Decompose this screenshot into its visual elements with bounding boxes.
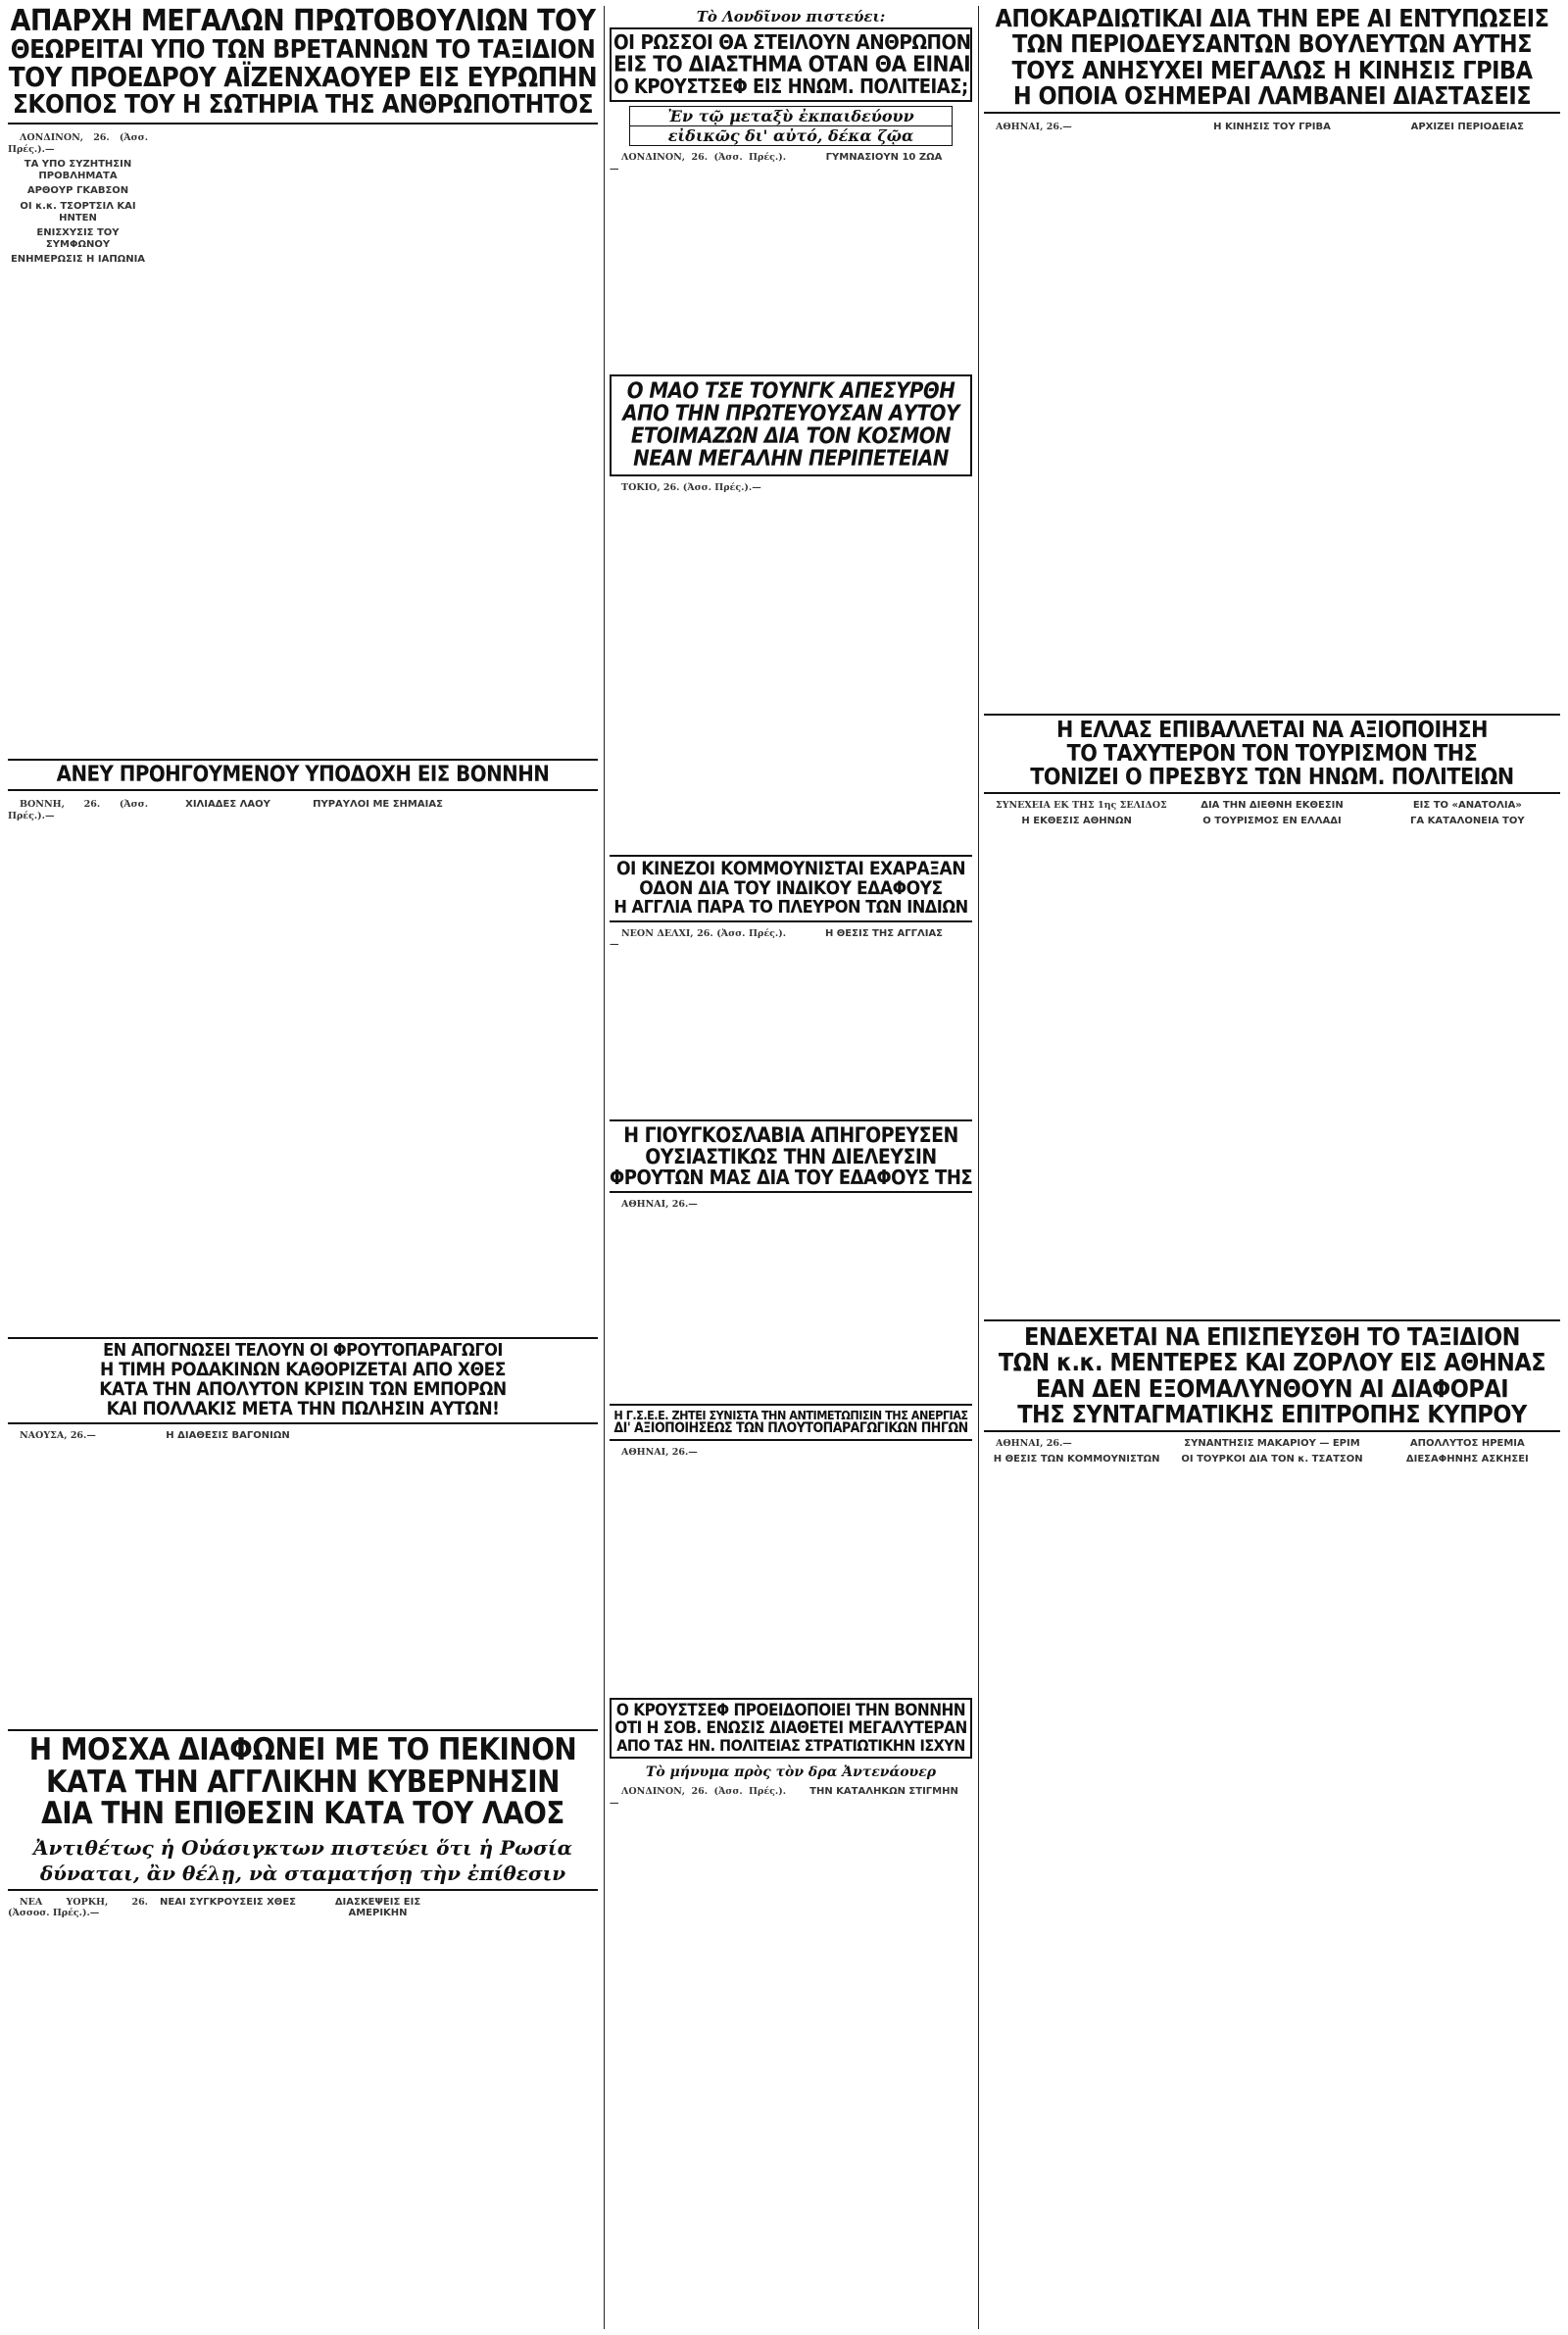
headline-line: Η ΓΙΟΥΓΚΟΣΛΑΒΙΑ ΑΠΗΓΟΡΕΥΣΕΝ (610, 1119, 972, 1146)
article-eisenhower-trip (8, 6, 598, 751)
dateline: ΝΕΟΝ ΔΕΛΧΙ, 26. (Ἀσσ. Πρές.).— (610, 927, 786, 951)
headline-line: Η ΜΟΣΧΑ ΔΙΑΦΩΝΕΙ ΜΕ ΤΟ ΠΕΚΙΝΟΝ (8, 1729, 598, 1766)
article-body (610, 152, 972, 299)
article-menderes-trip (984, 1319, 1560, 2329)
article-fruit-producers (8, 1337, 598, 1719)
headline-line: Ο ΚΡΟΥΣΤΣΕΦ ΕΙΣ ΗΝΩΜ. ΠΟΛΙΤΕΙΑΣ; (613, 75, 968, 99)
headline-line: Η Γ.Σ.Ε.Ε. ΖΗΤΕΙ ΣΥΝΙΣΤΑ ΤΗΝ ΑΝΤΙΜΕΤΩΠΙΣΙΝ ΤΗΣ ΑΝΕΡΓΙΑΣ (610, 1404, 972, 1421)
subhead: ΠΥΡΑΥΛΟΙ ΜΕ ΣΗΜΑΙΑΣ (313, 799, 443, 811)
article-body (8, 1897, 598, 2309)
subhead: ΤΑ ΥΠΟ ΣΥΖΗΤΗΣΙΝ ΠΡΟΒΛΗΜΑΤΑ (24, 159, 132, 181)
column-divider (604, 6, 605, 2329)
dateline: ΛΟΝΔΙΝΟΝ, 26. (Ἀσσ. Πρές.).— (610, 152, 786, 174)
headline-line: ΤΟΝΙΖΕΙ Ο ΠΡΕΣΒΥΣ ΤΩΝ ΗΝΩΜ. ΠΟΛΙΤΕΙΩΝ (984, 766, 1560, 794)
headline-line: Ο ΜΑΟ ΤΣΕ ΤΟΥΝΓΚ ΑΠΕΣΥΡΘΗ (626, 379, 956, 404)
subhead: Ο ΤΟΥΡΙΣΜΟΣ ΕΝ ΕΛΛΑΔΙ (1202, 816, 1342, 827)
newspaper-page (8, 6, 1560, 2329)
subhead: Η ΘΕΣΙΣ ΤΗΣ ΑΓΓΛΙΑΣ (824, 927, 944, 939)
headline-line: ΑΠΟ ΤΗΝ ΠΡΩΤΕΥΟΥΣΑΝ ΑΥΤΟΥ (622, 402, 959, 427)
article-khrushchev-bonn (610, 1698, 972, 2329)
article-body (984, 122, 1560, 671)
dateline: ΑΘΗΝΑΙ, 26.— (996, 1438, 1072, 1449)
headline-line: ΚΑΤΑ ΤΗΝ ΑΓΓΛΙΚΗΝ ΚΥΒΕΡΝΗΣΙΝ (45, 1764, 560, 1800)
headline-line: ΘΕΩΡΕΙΤΑΙ ΥΠΟ ΤΩΝ ΒΡΕΤΑΝΝΩΝ ΤΟ ΤΑΞΙΔΙΟΝ (10, 34, 596, 65)
dateline: ΣΥΝΕΧΕΙΑ ΕΚ ΤΗΣ 1ης ΣΕΛΙΔΟΣ (996, 800, 1167, 812)
headline-line: ΕΤΟΙΜΑΖΩΝ ΔΙΑ ΤΟΝ ΚΟΣΜΟΝ (630, 424, 952, 450)
article-body (610, 1447, 972, 1663)
article-russians-space (610, 6, 972, 359)
headline-line: ΤΩΝ κ.κ. ΜΕΝΤΕΡΕΣ ΚΑΙ ΖΟΡΛΟΥ ΕΙΣ ΑΘΗΝΑΣ (998, 1348, 1546, 1377)
headline-line: ΑΠΑΡΧΗ ΜΕΓΑΛΩΝ ΠΡΩΤΟΒΟΥΛΙΩΝ ΤΟΥ (10, 6, 596, 38)
subhead: ΝΕΑΙ ΣΥΓΚΡΟΥΣΕΙΣ ΧΘΕΣ (160, 1896, 296, 1908)
headline-line: ΟΤΙ Η ΣΟΒ. ΕΝΩΣΙΣ ΔΙΑΘΕΤΕΙ ΜΕΓΑΛΥΤΕΡΑΝ (614, 1717, 967, 1738)
subhead: ΑΡΧΙΖΕΙ ΠΕΡΙΟΔΕΙΑΣ (1410, 122, 1525, 132)
headline-line: ΤΟΥ ΠΡΟΕΔΡΟΥ ΑΪΖΕΝΧΑΟΥΕΡ ΕΙΣ ΕΥΡΩΠΗΝ (8, 61, 598, 93)
headline-line: Ο ΚΡΟΥΣΤΣΕΦ ΠΡΟΕΙΔΟΠΟΙΕΙ ΤΗΝ ΒΟΝΝΗΝ (615, 1701, 966, 1720)
subhead: ΕΝΗΜΕΡΩΣΙΣ Η ΙΑΠΩΝΙΑ (10, 254, 146, 266)
article-chinese-road (610, 855, 972, 1110)
headline-line: ΟΥΣΙΑΣΤΙΚΩΣ ΤΗΝ ΔΙΕΛΕΥΣΙΝ (645, 1145, 937, 1169)
headline: ΑΝΕΥ ΠΡΟΗΓΟΥΜΕΝΟΥ ΥΠΟΔΟΧΗ ΕΙΣ ΒΟΝΝΗΝ (8, 759, 598, 791)
subhead: ΔΙΑΣΚΕΨΕΙΣ ΕΙΣ ΑΜΕΡΙΚΗΝ (334, 1896, 421, 1919)
kicker: Τὸ Λονδῖνον πιστεύει: (696, 8, 886, 25)
headline-line: ΑΠΟ ΤΑΣ ΗΝ. ΠΟΛΙΤΕΙΑΣ ΣΤΡΑΤΙΩΤΙΚΗΝ ΙΣΧΥΝ (616, 1735, 965, 1755)
deck-line: Ἐν τῷ μεταξὺ ἐκπαιδεύουν (629, 106, 953, 126)
article-mao (610, 374, 972, 845)
headline-line: ΣΚΟΠΟΣ ΤΟΥ Η ΣΩΤΗΡΙΑ ΤΗΣ ΑΝΘΡΩΠΟΤΗΤΟΣ (8, 92, 598, 124)
subhead: Η ΚΙΝΗΣΙΣ ΤΟΥ ΓΡΙΒΑ (1213, 122, 1331, 132)
headline-line: Η ΟΠΟΙΑ ΟΣΗΜΕΡΑΙ ΛΑΜΒΑΝΕΙ ΔΙΑΣΤΑΣΕΙΣ (984, 83, 1560, 114)
headline-line: Η ΑΓΓΛΙΑ ΠΑΡΑ ΤΟ ΠΛΕΥΡΟΝ ΤΩΝ ΙΝΔΙΩΝ (610, 899, 972, 922)
headline-line: ΔΙΑ ΤΗΝ ΕΠΙΘΕΣΙΝ ΚΑΤΑ ΤΟΥ ΛΑΟΣ (41, 1796, 564, 1832)
dateline: ΒΟΝΝΗ, 26. (Ἀσσ. Πρές.).— (8, 799, 148, 821)
dateline: ΛΟΝΔΙΝΟΝ, 26. (Ἀσσ. Πρές.).— (610, 1786, 786, 1810)
dateline: ΝΕΑ ΥΟΡΚΗ, 26. (Ἀσσοσ. Πρές.).— (8, 1896, 148, 1919)
headline-line: ΤΟ ΤΑΧΥΤΕΡΟΝ ΤΟΝ ΤΟΥΡΙΣΜΟΝ ΤΗΣ (1066, 741, 1478, 768)
headline-line: ΟΙ ΚΙΝΕΖΟΙ ΚΟΜΜΟΥΝΙΣΤΑΙ ΕΧΑΡΑΞΑΝ (610, 855, 972, 879)
headline-line: ΦΡΟΥΤΩΝ ΜΑΣ ΔΙΑ ΤΟΥ ΕΔΑΦΟΥΣ ΤΗΣ (610, 1168, 972, 1193)
headline-line: ΚΑΙ ΠΟΛΛΑΚΙΣ ΜΕΤΑ ΤΗΝ ΠΩΛΗΣΙΝ ΑΥΤΩΝ! (8, 1400, 598, 1424)
headline-line: ΑΠΟΚΑΡΔΙΩΤΙΚΑΙ ΔΙΑ ΤΗΝ ΕΡΕ ΑΙ ΕΝΤΥΠΩΣΕΙΣ (995, 6, 1549, 32)
headline-box (610, 374, 972, 476)
article-ere-impressions (984, 6, 1560, 704)
subhead: ΧΙΛΙΑΔΕΣ ΛΑΟΥ (185, 799, 270, 811)
headline-line: ΤΟΥΣ ΑΝΗΣΥΧΕΙ ΜΕΓΑΛΩΣ Η ΚΙΝΗΣΙΣ ΓΡΙΒΑ (1011, 55, 1533, 84)
headline-line: ΔΙ' ΑΞΙΟΠΟΙΗΣΕΩΣ ΤΩΝ ΠΛΟΥΤΟΠΑΡΑΓΩΓΙΚΩΝ ΠΗΓΩΝ (610, 1421, 972, 1441)
subhead: Η ΔΙΑΘΕΣΙΣ ΒΑΓΟΝΙΩΝ (166, 1429, 290, 1441)
headline-line: ΤΩΝ ΠΕΡΙΟΔΕΥΣΑΝΤΩΝ ΒΟΥΛΕΥΤΩΝ ΑΥΤΗΣ (1012, 29, 1532, 59)
headline-line: ΕΙΣ ΤΟ ΔΙΑΣΤΗΜΑ ΟΤΑΝ ΘΑ ΕΙΝΑΙ (613, 51, 971, 77)
article-body (610, 1199, 972, 1366)
subhead: ΓΑ ΚΑΤΑΛΟΝΕΙΑ ΤΟΥ (1410, 816, 1525, 827)
dateline: ΑΘΗΝΑΙ, 26.— (621, 1199, 698, 1211)
subhead: ΓΥΜΝΑΣΙΟΥΝ 10 ΖΩΑ (825, 152, 943, 164)
headline-line: ΕΝΔΕΧΕΤΑΙ ΝΑ ΕΠΙΣΠΕΥΣΘΗ ΤΟ ΤΑΞΙΔΙΟΝ (984, 1319, 1560, 1350)
article-tourism (984, 714, 1560, 1310)
subhead: ΟΙ κ.κ. ΤΣΟΡΤΣΙΛ ΚΑΙ ΗΝΤΕΝ (20, 200, 136, 224)
article-body (610, 928, 972, 1075)
article-moscow-peking (8, 1729, 598, 2329)
article-body (8, 132, 598, 720)
dateline: ΤΟΚΙΟ, 26. (Ἀσσ. Πρές.).— (621, 482, 761, 494)
headline-box (610, 27, 972, 102)
headline-line: Η ΕΛΛΑΣ ΕΠΙΒΑΛΛΕΤΑΙ ΝΑ ΑΞΙΟΠΟΙΗΣΗ (984, 714, 1560, 742)
deck-line: Ἀντιθέτως ἡ Οὐάσιγκτων πιστεύει ὅτι ἡ Ρωσία (32, 1835, 572, 1860)
headline-line: ΕΝ ΑΠΟΓΝΩΣΕΙ ΤΕΛΟΥΝ ΟΙ ΦΡΟΥΤΟΠΑΡΑΓΩΓΟΙ (8, 1337, 598, 1361)
article-body (610, 1786, 972, 2306)
headline-line: ΝΕΑΝ ΜΕΓΑΛΗΝ ΠΕΡΙΠΕΤΕΙΑΝ (633, 447, 949, 472)
subhead: ΕΙΣ ΤΟ «ΑΝΑΤΟΛΙΑ» (1412, 800, 1522, 812)
headline-line: ΟΔΟΝ ΔΙΑ ΤΟΥ ΙΝΔΙΚΟΥ ΕΔΑΦΟΥΣ (639, 876, 943, 899)
headline-line: ΟΙ ΡΩΣΣΟΙ ΘΑ ΣΤΕΙΛΟΥΝ ΑΝΘΡΩΠΟΝ (613, 30, 971, 54)
headline-line: ΕΑΝ ΔΕΝ ΕΞΟΜΑΛΥΝΘΟΥΝ ΑΙ ΔΙΑΦΟΡΑΙ (1035, 1373, 1509, 1403)
article-yugoslavia-fruit (610, 1119, 972, 1394)
headline-line: Η ΤΙΜΗ ΡΟΔΑΚΙΝΩΝ ΚΑΘΟΡΙΖΕΤΑΙ ΑΠΟ ΧΘΕΣ (99, 1358, 506, 1380)
subhead: ΑΠΟΛΛΥΤΟΣ ΗΡΕΜΙΑ (1409, 1438, 1525, 1449)
headline-box (610, 1698, 972, 1759)
subhead: ΔΙΑ ΤΗΝ ΔΙΕΘΝΗ ΕΚΘΕΣΙΝ (1200, 800, 1344, 812)
subhead: Η ΕΚΘΕΣΙΣ ΑΘΗΝΩΝ (1021, 816, 1132, 827)
deck-line: δύναται, ἂν θέλῃ, νὰ σταματήσῃ τὴν ἐπίθεσιν (8, 1862, 598, 1891)
subhead: ΑΡΘΟΥΡ ΓΚΑΒΣΟΝ (26, 185, 129, 197)
subhead: ΟΙ ΤΟΥΡΚΟΙ ΔΙΑ ΤΟΝ κ. ΤΣΑΤΣΟΝ (1181, 1453, 1363, 1465)
subhead: Η ΘΕΣΙΣ ΤΩΝ ΚΟΜΜΟΥΝΙΣΤΩΝ (993, 1453, 1160, 1465)
dateline: ΛΟΝΔΙΝΟΝ, 26. (Ἀσσ. Πρές.).— (8, 131, 148, 155)
article-body (8, 799, 598, 1299)
subhead: ΣΥΝΑΝΤΗΣΙΣ ΜΑΚΑΡΙΟΥ — ΕΡΙΜ (1184, 1438, 1360, 1449)
subhead: ΕΝΙΣΧΥΣΙΣ ΤΟΥ ΣΥΜΦΩΝΟΥ (36, 227, 120, 250)
column-divider (978, 6, 979, 2329)
dateline: ΝΑΟΥΣΑ, 26.— (20, 1429, 96, 1441)
headline-line: ΤΗΣ ΣΥΝΤΑΓΜΑΤΙΚΗΣ ΕΠΙΤΡΟΠΗΣ ΚΥΠΡΟΥ (984, 1402, 1560, 1432)
article-body (984, 1438, 1560, 2301)
article-body (610, 482, 972, 806)
article-body (8, 1430, 598, 1695)
article-body (984, 800, 1560, 1290)
deck: Τὸ μήνυμα πρὸς τὸν δρα Ἀντενάουερ (645, 1764, 937, 1781)
headline-line: ΚΑΤΑ ΤΗΝ ΑΠΟΛΥΤΟΝ ΚΡΙΣΙΝ ΤΩΝ ΕΜΠΟΡΩΝ (99, 1377, 507, 1400)
article-gsee-unemployment (610, 1404, 972, 1688)
dateline: ΑΘΗΝΑΙ, 26.— (996, 122, 1072, 132)
article-bonn-reception (8, 759, 598, 1327)
subhead: ΤΗΝ ΚΑΤΑΛΗΚΩΝ ΣΤΙΓΜΗΝ (809, 1786, 958, 1798)
deck-line: εἰδικῶς δι' αὐτό, δέκα ζῷα (629, 126, 953, 146)
dateline: ΑΘΗΝΑΙ, 26.— (621, 1446, 698, 1458)
subhead: ΔΙΕΣΑΦΗΝΗΣ ΑΣΚΗΣΕΙ (1405, 1453, 1529, 1465)
